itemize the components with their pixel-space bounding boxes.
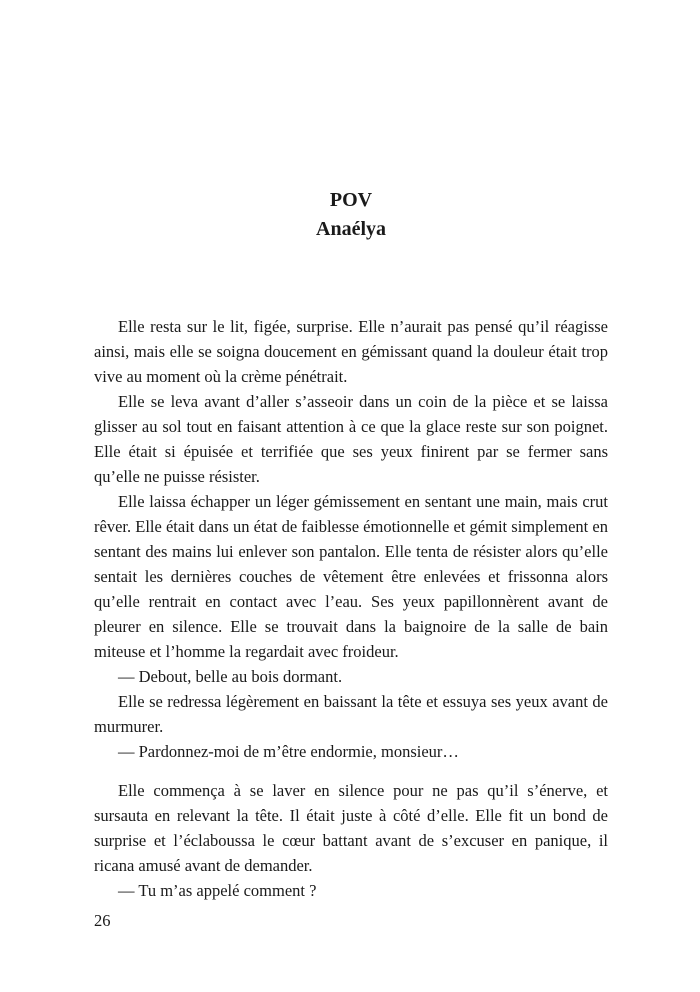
paragraph: Elle resta sur le lit, figée, surprise. Elle n’aurait pas pensé qu’il réagisse ainsi, mais elle se soigna doucement en gémissant quand la douleur était trop vive au moment où la crème pénétrait. (94, 317, 608, 386)
chapter-title-pov: POV (329, 189, 373, 211)
body-text (94, 314, 608, 903)
paragraph: Elle commença à se laver en silence pour ne pas qu’il s’énerve, et sursauta en relevant la tête. Il était juste à côté d’elle. Elle fit un bond de surprise et l’éclaboussa le cœur battant avant de s’excuser en panique, il ricana amusé avant de demander. (94, 781, 608, 875)
chapter-title-character: Anaélya (316, 218, 386, 240)
paragraph: Elle laissa échapper un léger gémissement en sentant une main, mais crut rêver. Elle était dans un état de faiblesse émotionnelle et gémit simplement en sentant des mains lui enlever son pantalon. Elle tenta de résister alors qu’elle sentait les dernières couches de vêtement être enlevées et frissonna alors qu’elle rentrait en contact avec l’eau. Ses yeux papillonnèrent avant de pleurer en silence. Elle se trouvait dans la baignoire de la salle de bain miteuse et l’homme la regardait avec froideur. (94, 492, 608, 661)
dialogue-line: — Debout, belle au bois dormant. (118, 667, 343, 686)
page-number: 26 (94, 911, 111, 930)
paragraph: Elle se leva avant d’aller s’asseoir dans un coin de la pièce et se laissa glisser au sol tout en faisant attention à ce que la glace reste sur son poignet. Elle était si épuisée et terrifiée que ses yeux finirent par se fermer sans qu’elle ne puisse résister. (94, 392, 608, 486)
dialogue-line: — Tu m’as appelé comment ? (118, 881, 317, 900)
dialogue-line: — Pardonnez-moi de m’être endormie, monsieur… (118, 742, 459, 761)
paragraph: Elle se redressa légèrement en baissant la tête et essuya ses yeux avant de murmurer. (94, 692, 608, 736)
chapter-title (94, 186, 608, 244)
